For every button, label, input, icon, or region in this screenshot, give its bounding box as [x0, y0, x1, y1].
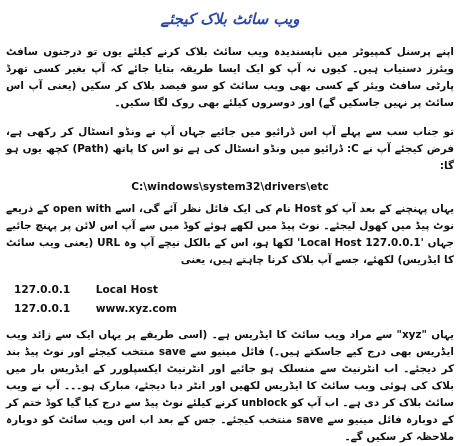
paragraph-intro: اپنے پرسنل کمپیوٹر میں ناپسندیدہ ویب سائٹ بلاک کرنے کیلئے یوں تو درجنوں سافٹ ویئرز دستیاب ہیں۔ کیوں نہ آپ کو ایک ایسا طریقہ بتایا جائے کہ آپ بغیر کسی تھرڈ پارٹی سافٹ ویئر کے کسی بھی ویب سائٹ کو سو فیصد بلاک کر سکیں (یعنی آپ اس سائٹ پر نہیں جاسکیں گے) اور دوسروں کیلئے بھی روک لگا سکیں۔: [6, 46, 454, 109]
paragraph-drive-path: تو جناب سب سے پہلے آپ اس ڈرائیو میں جائیے جہاں آپ نے ونڈو انسٹال کر رکھی ہے، فرض کیجئے آپ نے C: ڈرائیو میں ونڈو انسٹال کی ہے تو اس کا پاتھ (Path) کچھ یوں ہو گا:: [6, 126, 455, 172]
host-line: [14, 281, 454, 300]
paragraph-host-file: یہاں پہنچنے کے بعد آپ کو Host نام کی ایک فائل نظر آئے گی، اسے open with کے ذریعے نوٹ پیڈ میں کھول لیجئے۔ نوٹ پیڈ میں لکھے ہوئے کوڈ میں سے آپ اس لائن پر پہنچ جائیے جہاں '127.0.0.1 Local Host' لکھا ہو، اس کے بالکل نیچے آپ وہ URL (یعنی ویب سائٹ کا ایڈریس) لکھئے، جسے آپ بلاک کرنا چاہتے ہیں، یعنی: [6, 203, 454, 266]
host-ip: 127.0.0.1: [14, 284, 71, 296]
paragraph-instructions: یہاں "xyz" سے مراد ویب سائٹ کا ایڈریس ہے۔ (اسی طریقے پر یہاں ایک سے زائد ویب ایڈریس بھی درج کیے جاسکتے ہیں۔) فائل مینیو سے save منتخب کیجئے اور نوٹ پیڈ بند کر دیجئے۔ اب انٹرنیٹ سے منسلک ہو جائیے اور انٹرنیٹ ایکسپلورر کے ایڈریس بار میں بلاک کی ہوئی ویب سائٹ کا ایڈریس لکھیں اور انٹر دبا دیجئے، مبارک ہو۔۔۔ آپ نے ویب سائٹ بلاک کر دی ہے۔ اب آپ کو unblock کرنے کیلئے نوٹ پیڈ سے درج کیا گیا کوڈ ختم کر کے دوبارہ فائل مینیو سے save منتخب کیجئے۔ جس کے بعد اب اس ویب سائٹ کو دوبارہ ملاحظہ کر سکیں گے۔: [6, 329, 455, 443]
article-title: ویب سائٹ بلاک کیجئے: [160, 10, 300, 28]
host-lines: [14, 281, 454, 319]
host-line: [14, 300, 454, 319]
host-name: www.xyz.com: [95, 303, 177, 315]
host-name: Local Host: [95, 284, 158, 296]
host-ip: 127.0.0.1: [14, 303, 71, 315]
windows-path: C:\windows\system32\drivers\etc: [131, 181, 329, 193]
